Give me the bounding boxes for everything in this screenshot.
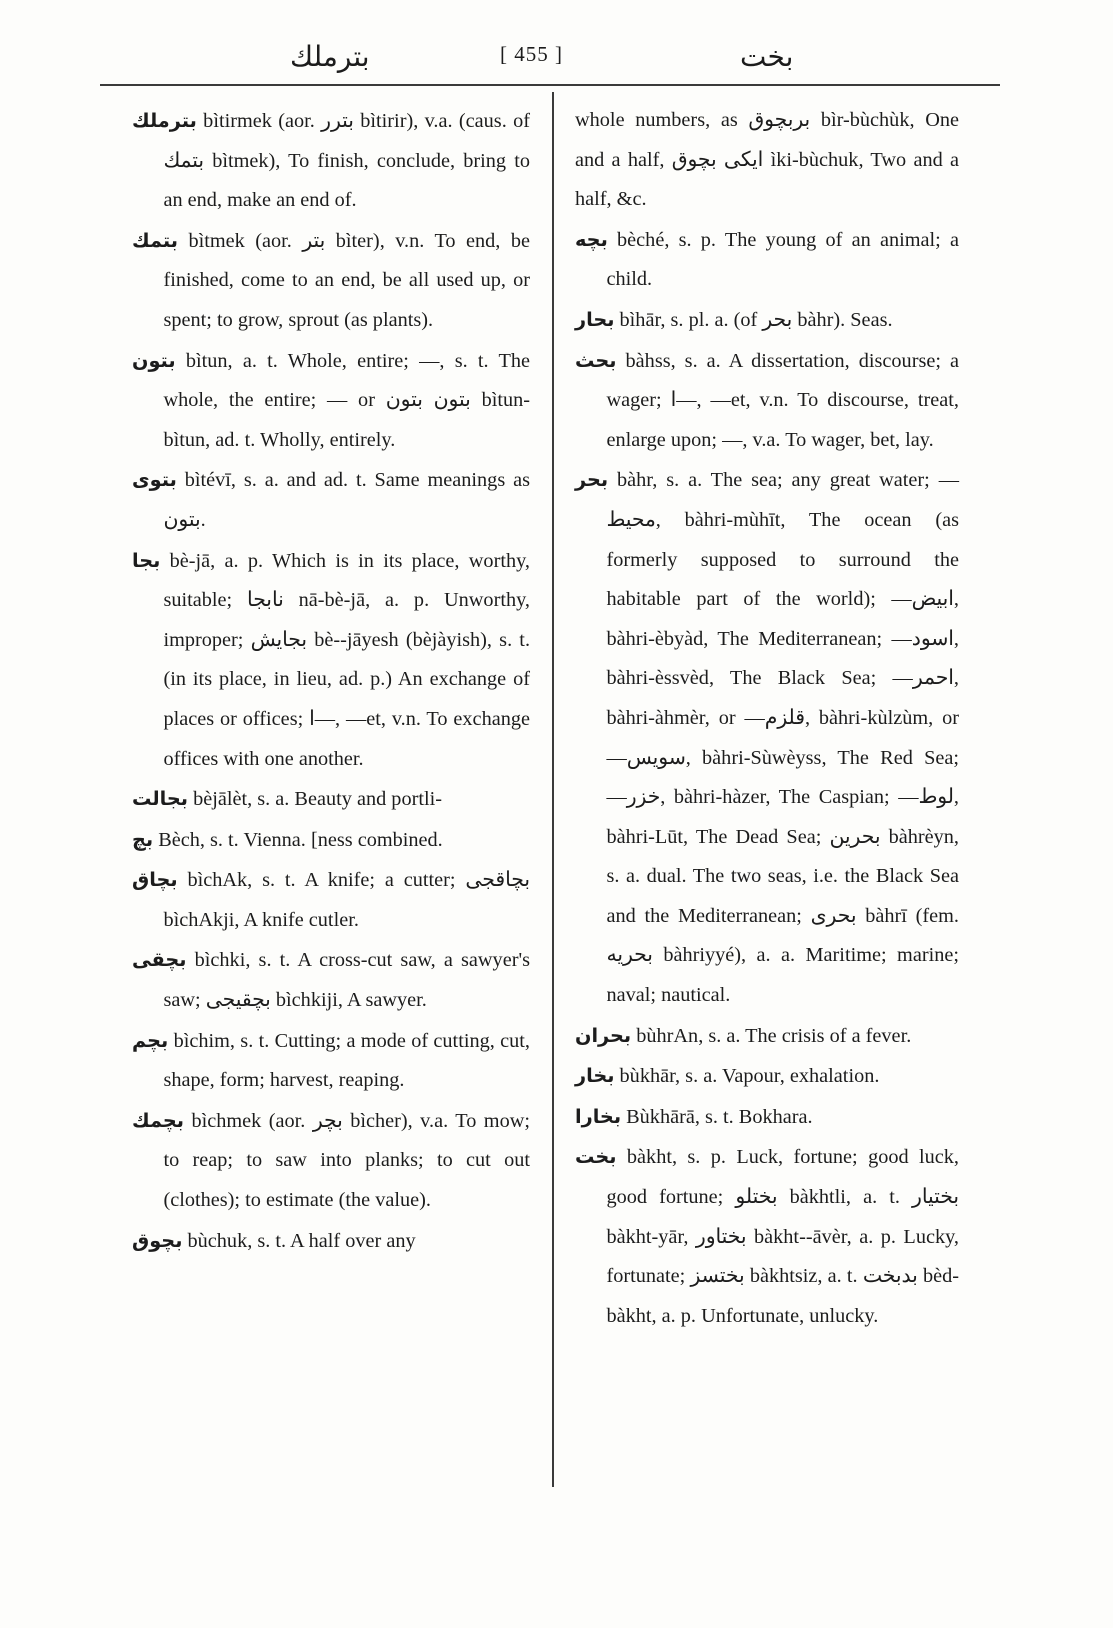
entry-headword: بخارا: [575, 1104, 622, 1128]
dictionary-entry: [575, 1056, 959, 1097]
dictionary-entry: [575, 460, 959, 1015]
entry-headword: بحر: [575, 468, 609, 492]
entry-headword: بچ: [132, 827, 154, 851]
entry-text: whole numbers, as بربچوق bìr-bùchùk, One and a half, ايكى بچوق ìki-bùchuk, Two and a half, &c.: [575, 109, 959, 211]
entry-headword: بخت: [575, 1145, 617, 1169]
entry-headword: بتوى: [132, 468, 177, 492]
entry-text: bìchki, s. t. A cross-cut saw, a sawyer's saw; بچقيجى bìchkiji, A sawyer.: [163, 949, 530, 1012]
dictionary-entry: [132, 221, 530, 341]
dictionary-entry: [132, 940, 530, 1020]
dictionary-entry: [575, 1097, 959, 1138]
entry-text: bùhrAn, s. a. The crisis of a fever.: [636, 1024, 912, 1047]
entry-headword: بتون: [132, 348, 176, 372]
dictionary-entry: [132, 1021, 530, 1101]
dictionary-entry: [575, 1016, 959, 1057]
entry-text: bìchmek (aor. بچر bìcher), v.a. To mow; to reap; to saw into planks; to cut out (clothes); to estimate (the value).: [163, 1109, 530, 1212]
entry-headword: بخار: [575, 1064, 615, 1088]
entry-text: Bùkhārā, s. t. Bokhara.: [626, 1105, 813, 1128]
dictionary-entry: [132, 541, 530, 780]
dictionary-entry: [132, 1221, 530, 1262]
right-column: [575, 101, 959, 1336]
entry-headword: بچاق: [132, 868, 178, 892]
entry-headword: بچمك: [132, 1108, 184, 1132]
entry-headword: بتمك: [132, 228, 178, 252]
entry-text: bèjālèt, s. a. Beauty and portli-: [193, 788, 442, 811]
page-number: [ 455 ]: [500, 42, 563, 66]
entry-text: bìtirmek (aor. بترر bìtirir), v.a. (caus. of بتمك bìtmek), To finish, conclude, bring to an end, make an end of.: [163, 110, 530, 212]
left-column: [132, 101, 530, 1261]
dictionary-entry: [575, 300, 959, 341]
entry-headword: بچه: [575, 227, 608, 251]
entry-headword: بچوق: [132, 1228, 183, 1252]
header-rule: [100, 84, 1000, 86]
entry-headword: بچم: [132, 1028, 169, 1052]
entry-headword: بحران: [575, 1023, 632, 1047]
entry-text: bèché, s. p. The young of an animal; a child.: [606, 228, 959, 291]
left-running-headword: بترملك: [290, 40, 370, 73]
entry-text: bìtun, a. t. Whole, entire; —, s. t. The whole, the entire; — or بتون بتون bìtun-bìtun, ad. t. Wholly, entirely.: [163, 349, 531, 451]
dictionary-entry: [132, 860, 530, 940]
entry-headword: بجا: [132, 548, 161, 572]
right-running-headword: بخت: [740, 40, 794, 73]
entry-text: bè-jā, a. p. Which is in its place, worthy, suitable; نابجا nā-bè-jā, a. p. Unworthy, improper; بجايش bè--jāyesh (bèjàyish), s. t. (in its place, in lieu, ad. p.) An exchange of places or offices; ا—, —et, v.n. To exchange offices with one another.: [163, 549, 531, 770]
entry-text: bìchAk, s. t. A knife; a cutter; بچاقجى bìchAkji, A knife cutler.: [163, 869, 530, 931]
dictionary-entry-continuation: [575, 101, 959, 220]
entry-text: bàkht, s. p. Luck, fortune; good luck, good fortune; بختلو bàkhtli, a. t. بختيار bàkht-yār, بختاور bàkht--āvèr, a. p. Lucky, fortunate; بختسز bàkhtsiz, a. t. بدبخت bèd-bàkht, a. p. Unfortunate, unlucky.: [606, 1146, 959, 1327]
entry-headword: بترملك: [132, 109, 197, 132]
entry-headword: بجالت: [132, 787, 188, 811]
dictionary-entry: [132, 820, 530, 861]
entry-text: bìtmek (aor. بتر bìter), v.n. To end, be finished, come to an end, be all used up, or spent; to grow, sprout (as plants).: [163, 229, 530, 331]
dictionary-entry: [132, 779, 530, 820]
entry-text: bìhār, s. pl. a. (of بحر bàhr). Seas.: [619, 308, 893, 331]
dictionary-entry: [132, 341, 530, 461]
dictionary-entry: [132, 1101, 530, 1221]
dictionary-entry: [132, 460, 530, 540]
dictionary-entry: [575, 1137, 959, 1336]
entry-text: Bèch, s. t. Vienna. [ness combined.: [158, 828, 443, 851]
entry-text: bùkhār, s. a. Vapour, exhalation.: [619, 1065, 880, 1088]
entry-text: bùchuk, s. t. A half over any: [187, 1229, 416, 1252]
entry-headword: بحار: [575, 307, 615, 331]
entry-text: bìchim, s. t. Cutting; a mode of cutting, cut, shape, form; harvest, reaping.: [163, 1029, 530, 1092]
entry-text: bàhr, s. a. The sea; any great water; —محيط, bàhri-mùhīt, The ocean (as formerly supposed to surround the habitable part of the world); —ابيض, bàhri-èbyàd, The Mediterranean; —اسود, bàhri-èssvèd, The Black Sea; —احمر, bàhri-àhmèr, or —قلزم, bàhri-kùlzùm, or —سويس, bàhri-Sùwèyss, The Red Sea; —خزر, bàhri-hàzer, The Caspian; —لوط, bàhri-Lūt, The Dead Sea; بحرين bàhrèyn, s. a. dual. The two seas, i.e. the Black Sea and the Mediterranean; بحرى bàhrī (fem. بحريه bàhriyyé), a. a. Maritime; marine; naval; nautical.: [606, 469, 959, 1007]
dictionary-entry: [575, 220, 959, 300]
column-divider: [552, 92, 554, 1487]
dictionary-entry: [132, 101, 530, 221]
page-header: [100, 28, 1003, 84]
entry-text: bàhss, s. a. A dissertation, discourse; a wager; ا—, —et, v.n. To discourse, treat, enlarge upon; —, v.a. To wager, bet, lay.: [606, 349, 959, 451]
dictionary-entry: [575, 341, 959, 461]
entry-headword: بحث: [575, 348, 617, 372]
entry-text: bìtévī, s. a. and ad. t. Same meanings as بتون.: [163, 469, 530, 531]
entry-headword: بچقى: [132, 948, 187, 972]
